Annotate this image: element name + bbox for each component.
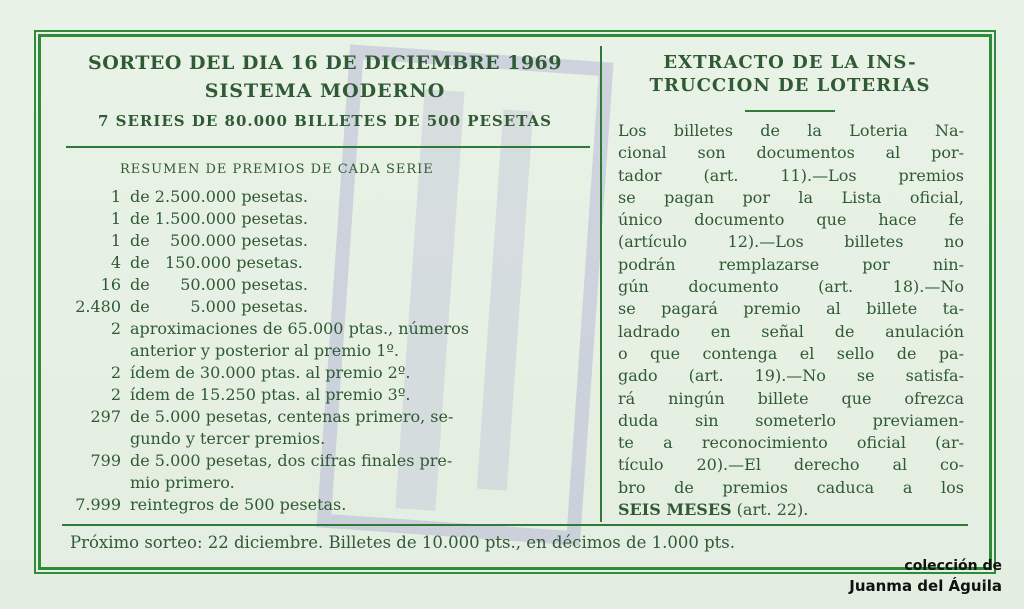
extract-line: (artículo 12).—Los billetes no bbox=[618, 232, 964, 252]
prize-description: de 5.000 pesetas. bbox=[130, 297, 308, 316]
prize-count: 2.480 bbox=[75, 297, 121, 316]
prize-row bbox=[66, 186, 590, 208]
prize-row bbox=[66, 208, 590, 230]
prize-row bbox=[66, 384, 590, 406]
series-info: 7 SERIES DE 80.000 BILLETES DE 500 PESETAS bbox=[97, 112, 553, 130]
expiry-period: SEIS MESES bbox=[618, 500, 732, 520]
prize-description: ídem de 30.000 ptas. al premio 2º. bbox=[130, 363, 411, 382]
extract-title-line2: TRUCCION DE LOTERIAS bbox=[649, 75, 931, 96]
prize-count: 1 bbox=[110, 231, 121, 250]
prize-list bbox=[66, 186, 590, 516]
prize-count: 1 bbox=[110, 187, 121, 206]
prize-description: de 2.500.000 pesetas. bbox=[130, 187, 308, 206]
prize-description: de 5.000 pesetas, dos cifras finales pre- bbox=[130, 451, 453, 470]
extract-line: se pagan por la Lista oficial, bbox=[618, 187, 964, 207]
extract-line: único documento que hace fe bbox=[618, 210, 964, 230]
extract-line: gado (art. 19).—No se satisfa- bbox=[618, 366, 964, 386]
extract-line: Los billetes de la Loteria Na- bbox=[618, 121, 964, 140]
collector-watermark bbox=[849, 556, 1002, 596]
prize-description: aproximaciones de 65.000 ptas., números bbox=[130, 319, 469, 338]
prize-count: 2 bbox=[110, 363, 121, 382]
extract-line: ladrado en señal de anulación bbox=[618, 321, 964, 341]
prize-row bbox=[66, 494, 590, 516]
prize-row bbox=[66, 274, 590, 296]
prize-description: de 50.000 pesetas. bbox=[130, 275, 308, 294]
extract-line: tador (art. 11).—Los premios bbox=[618, 165, 964, 185]
prize-row bbox=[66, 230, 590, 252]
prize-description: de 5.000 pesetas, centenas primero, se- bbox=[130, 407, 454, 426]
extract-text bbox=[618, 120, 964, 521]
prize-description: de 500.000 pesetas. bbox=[130, 231, 308, 250]
extract-line: duda sin someterlo previamen- bbox=[618, 410, 964, 430]
prize-row bbox=[66, 318, 590, 340]
prize-count: 16 bbox=[100, 275, 121, 294]
prize-row bbox=[66, 428, 590, 450]
prize-count: 7.999 bbox=[75, 495, 121, 514]
prize-row bbox=[66, 450, 590, 472]
prize-description: anterior y posterior al premio 1º. bbox=[130, 341, 400, 360]
extract-header bbox=[614, 52, 966, 112]
extract-line: gún documento (art. 18).—No bbox=[618, 277, 964, 297]
extract-line: tículo 20).—El derecho al co- bbox=[618, 455, 964, 475]
extract-line-last bbox=[618, 499, 964, 521]
header-rule bbox=[66, 146, 590, 148]
draw-title: SORTEO DEL DIA 16 DE DICIEMBRE 1969 bbox=[87, 52, 562, 74]
extract-title-line1: EXTRACTO DE LA INS- bbox=[663, 52, 917, 73]
extract-line: o que contenga el sello de pa- bbox=[618, 343, 964, 363]
prize-count: 1 bbox=[110, 209, 121, 228]
system-title: SISTEMA MODERNO bbox=[204, 80, 446, 102]
prize-row bbox=[66, 472, 590, 494]
prize-row bbox=[66, 296, 590, 318]
prize-count: 799 bbox=[90, 451, 121, 470]
extract-line: te a reconocimiento oficial (ar- bbox=[618, 433, 964, 453]
prize-row bbox=[66, 406, 590, 428]
prize-count: 2 bbox=[110, 385, 121, 404]
draw-header bbox=[60, 50, 590, 130]
prize-row bbox=[66, 252, 590, 274]
expiry-article: (art. 22). bbox=[731, 500, 809, 520]
prize-description: gundo y tercer premios. bbox=[130, 429, 326, 448]
extract-rule bbox=[745, 110, 835, 112]
extract-line: se pagará premio al billete ta- bbox=[618, 299, 964, 319]
column-divider bbox=[600, 46, 602, 522]
extract-line: rá ningún billete que ofrezca bbox=[618, 388, 964, 408]
prize-description: ídem de 15.250 ptas. al premio 3º. bbox=[130, 385, 411, 404]
prize-count: 297 bbox=[90, 407, 121, 426]
next-draw-footer: Próximo sorteo: 22 diciembre. Billetes de 10.000 pts., en décimos de 1.000 pts. bbox=[70, 533, 735, 552]
prize-count: 2 bbox=[110, 319, 121, 338]
footer-rule bbox=[62, 524, 968, 526]
extract-line: cional son documentos al por- bbox=[618, 143, 964, 163]
prize-count: 4 bbox=[110, 253, 121, 272]
prize-row bbox=[66, 362, 590, 384]
collector-line2: Juanma del Águila bbox=[849, 577, 1002, 595]
extract-line: podrán remplazarse por nin- bbox=[618, 254, 964, 274]
prize-description: de 150.000 pesetas. bbox=[130, 253, 303, 272]
prize-row bbox=[66, 340, 590, 362]
collector-line1: colección de bbox=[904, 558, 1002, 574]
prize-description: mio primero. bbox=[130, 473, 235, 492]
extract-line: bro de premios caduca a los bbox=[618, 477, 964, 497]
prize-description: de 1.500.000 pesetas. bbox=[130, 209, 308, 228]
prize-description: reintegros de 500 pesetas. bbox=[130, 495, 347, 514]
prize-summary-heading: RESUMEN DE PREMIOS DE CADA SERIE bbox=[120, 162, 434, 177]
